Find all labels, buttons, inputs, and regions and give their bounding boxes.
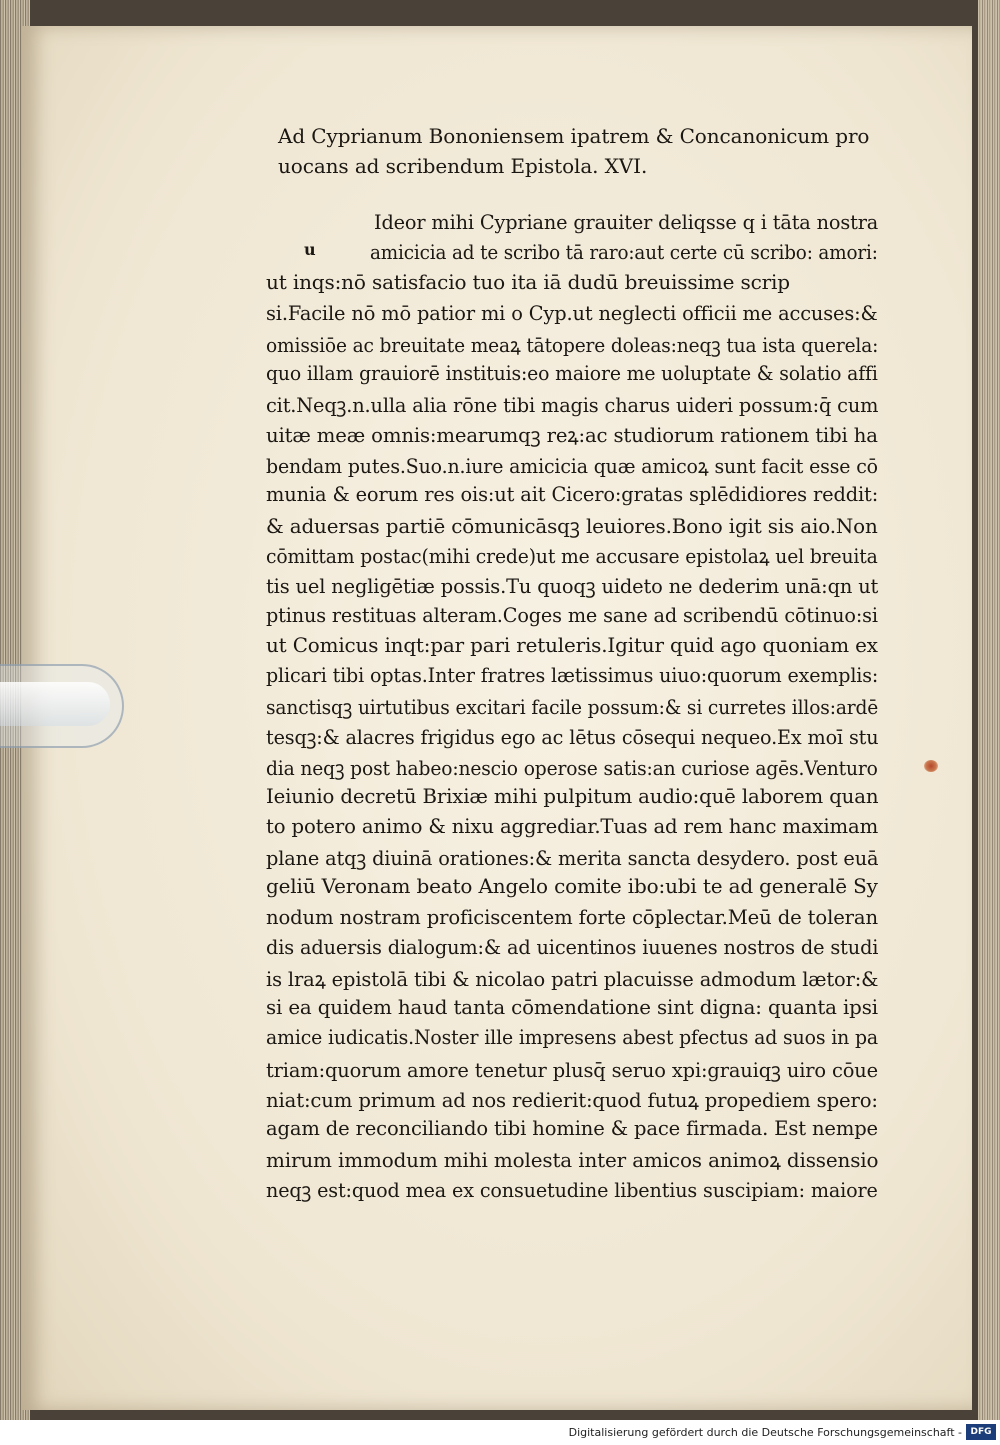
ink-stain [924, 760, 938, 772]
initial-guide-letter: u [304, 240, 316, 259]
text-line: si ea quidem haud tanta cōmendatione sint digna: quanta ipsi [266, 995, 878, 1020]
text-line: tis uel negligētiæ possis.Tu quoqꝫ uideto ne dederim unā:qn ut [266, 574, 879, 599]
text-line: & aduersas partiē cōmunicāsqꝫ leuiores.Bono igit sis aio.Non [266, 514, 878, 538]
text-line: Ieiunio decretū Brixiæ mihi pulpitum audio:quē laborem quan [266, 783, 879, 808]
right-page-edges [978, 0, 1000, 1420]
text-line: neqꝫ est:quod mea ex consuetudine libentius suscipiam: maiore [266, 1178, 878, 1203]
text-line: ptinus restituas alteram.Coges me sane ad scribendū cōtinuo:si [266, 602, 878, 627]
text-line: to potero animo & nixu aggrediar.Tuas ad rem hanc maximam [266, 814, 879, 838]
text-line: munia & eorum res ois:ut ait Cicero:gratas splēdidiores reddit: [266, 481, 879, 506]
bookmark-clip-highlight [0, 682, 110, 726]
text-line: geliū Veronam beato Angelo comite ibo:ubi te ad generalē Sy [266, 874, 878, 899]
text-line: is lraꝝ epistolā tibi & nicolao patri placuisse admodum lætor:& [266, 967, 879, 991]
text-line: si.Facile nō mō patior mi o Cyp.ut neglecti officii me accuses:& [266, 300, 878, 325]
text-line: cōmittam postac(mihi crede)ut me accusare epistolaꝝ uel breuita [266, 544, 878, 569]
text-line: ut Comicus inqt:par pari retuleris.Igitur quid ago quoniam ex [266, 632, 878, 657]
text-line: amice iudicatis.Noster ille impresens abest pfectus ad suos in pa [266, 1025, 878, 1050]
letter-heading-line-1: Ad Cyprianum Bononiensem ipatrem & Concanonicum pro [278, 124, 870, 148]
text-line: nodum nostram proficiscentem forte cōplectar.Meū de toleran [266, 904, 878, 929]
text-line: Ideor mihi Cypriane grauiter deliqsse q i tāta nostra [374, 210, 879, 234]
text-line: tesqꝫ:& alacres frigidus ego ac lētus cōsequi nequeo.Ex moī stu [266, 725, 879, 750]
text-line: agam de reconciliando tibi homine & pace firmada. Est nempe [266, 1116, 878, 1140]
text-line: plicari tibi optas.Inter fratres lætissimus uiuo:quorum exemplis: [266, 663, 879, 687]
text-line: mirum immodum mihi molesta inter amicos animoꝝ dissensio [266, 1148, 879, 1173]
dfg-logo: DFG [966, 1424, 996, 1440]
text-line: bendam putes.Suo.n.iure amicicia quæ amicoꝝ sunt facit esse cō [266, 453, 878, 478]
text-line: quo illam grauiorē instituis:eo maiore me uoluptate & solatio affi [266, 361, 878, 385]
funding-credit: Digitalisierung gefördert durch die Deutsche Forschungsgemeinschaft - [568, 1426, 962, 1439]
text-line: cit.Neqꝫ.n.ulla alia rōne tibi magis charus uideri possum:q̄ cum [266, 393, 879, 418]
text-line: omissiōe ac breuitate meaꝝ tātopere doleas:neqꝫ tua ista querela: [266, 332, 879, 357]
text-line: triam:quorum amore tenetur plusq̄ seruo xpi:grauiqꝫ uiro cōue [266, 1057, 879, 1082]
text-line: ut inqs:nō satisfacio tuo ita iā dudū breuissime scrip [266, 270, 790, 295]
text-line: uitæ meæ omnis:mearumqꝫ reꝝ:ac studiorum rationem tibi ha [266, 423, 878, 448]
text-line: niat:cum primum ad nos redierit:quod futuꝝ propediem spero: [266, 1087, 878, 1112]
letter-heading-line-2: uocans ad scribendum Epistola. XVI. [278, 154, 648, 178]
text-line: amicicia ad te scribo tā raro:aut certe cū scribo: amori: [370, 240, 878, 265]
text-line: sanctisqꝫ uirtutibus excitari facile possum:& si curretes illos:ardē [266, 695, 879, 720]
footer-bar [0, 1420, 1000, 1445]
text-line: dis aduersis dialogum:& ad uicentinos iuuenes nostros de studi [266, 934, 879, 959]
text-line: dia neqꝫ post habeo:nescio operose satis:an curiose agēs.Venturo [266, 755, 878, 780]
text-line: plane atqꝫ diuinā orationes:& merita sancta desydero. post euā [266, 846, 879, 871]
